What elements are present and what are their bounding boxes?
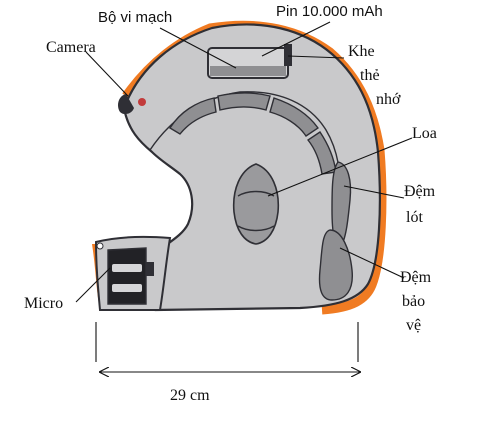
memory-card-slot [284, 44, 292, 66]
microphone-slot-top [112, 264, 142, 272]
label-liner-line1: Đệm [404, 183, 436, 200]
label-battery: Pin 10.000 mAh [276, 3, 383, 20]
label-padding-line3: vệ [406, 317, 422, 334]
battery-base [210, 66, 286, 76]
label-camera: Camera [46, 39, 96, 56]
microphone-slot-bottom [112, 284, 142, 292]
label-card-slot-line3: nhớ [376, 91, 401, 108]
label-card-slot-line2: thẻ [360, 67, 380, 84]
microphone-clip [146, 262, 154, 276]
label-padding-line1: Đệm [400, 269, 432, 286]
label-speaker: Loa [412, 125, 437, 142]
label-chip: Bộ vi mạch [98, 9, 173, 26]
camera-lens [138, 98, 146, 106]
microphone-window [108, 248, 146, 304]
label-liner-line2: lót [406, 209, 423, 226]
label-padding-line2: bảo [402, 293, 426, 310]
chin-vent [97, 243, 103, 249]
label-microphone: Micro [24, 295, 64, 312]
label-width: 29 cm [170, 387, 210, 404]
label-card-slot-line1: Khe [348, 43, 375, 60]
leader-camera [86, 52, 128, 96]
